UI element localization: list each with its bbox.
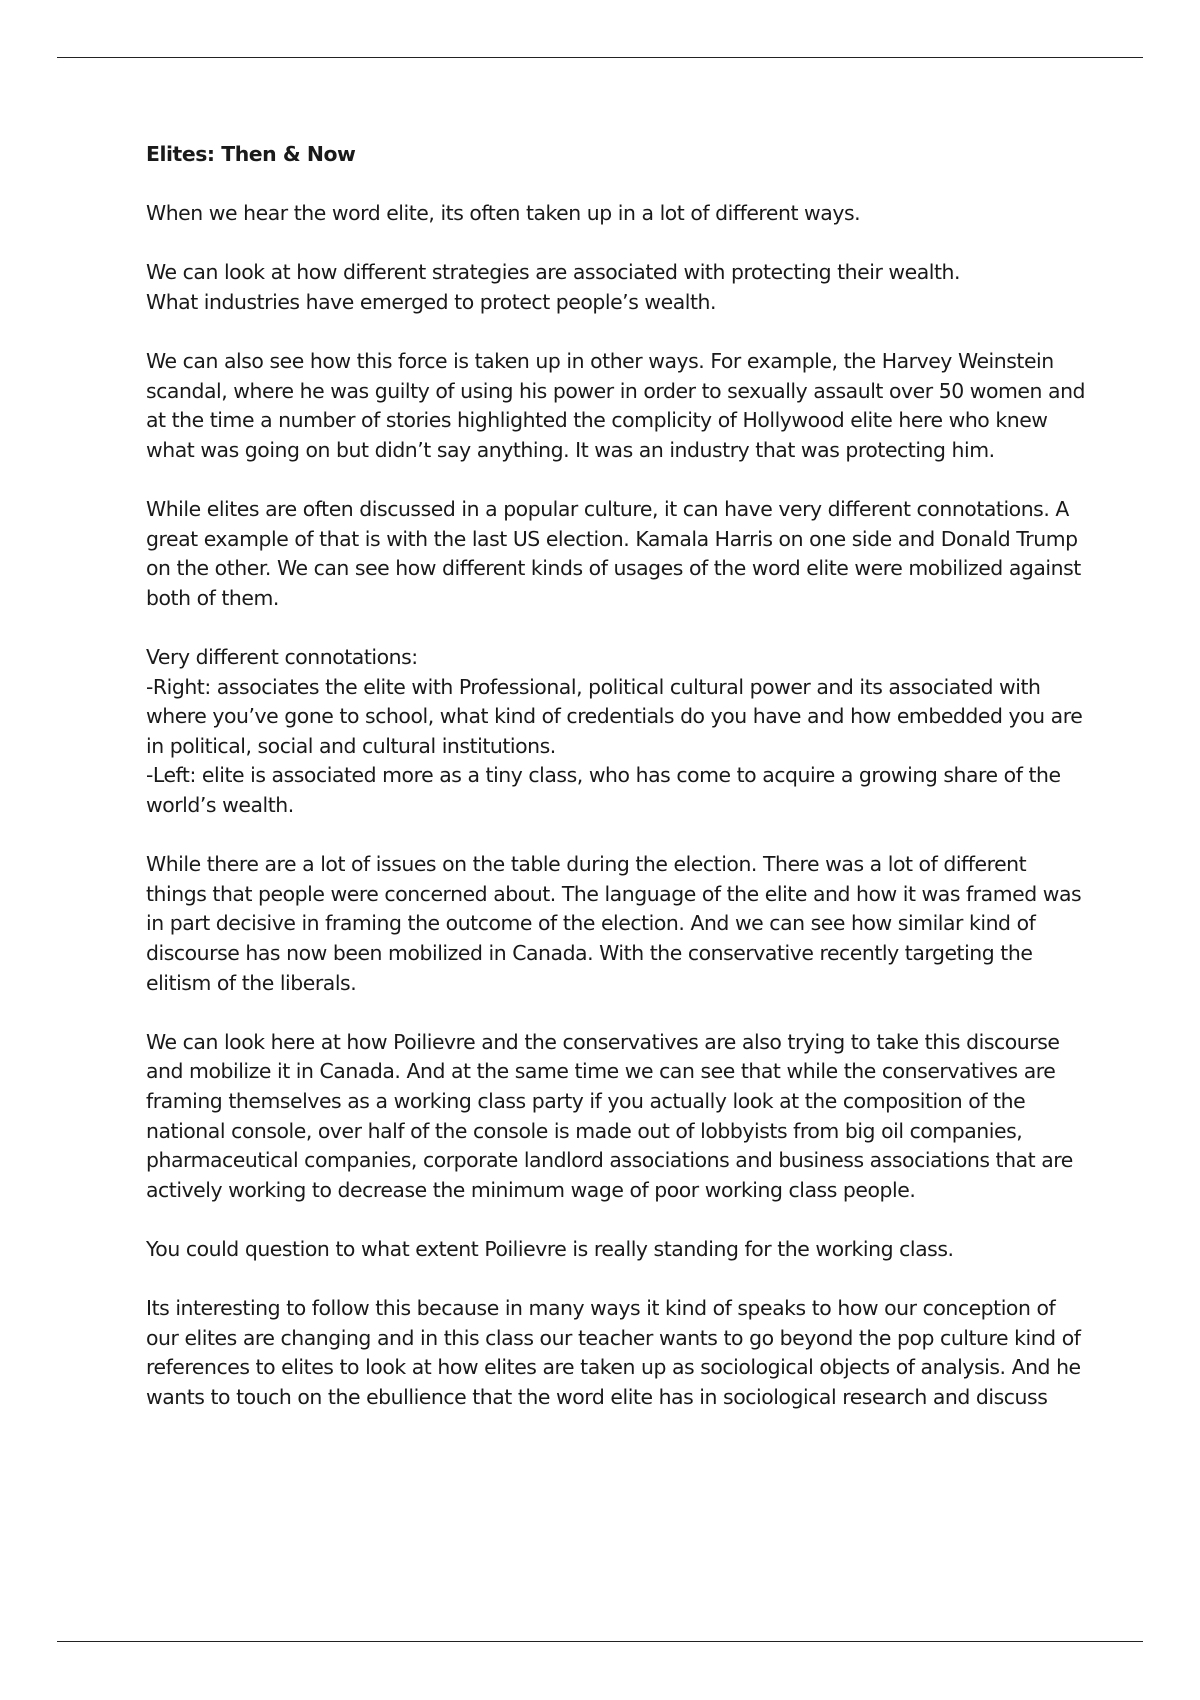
paragraph-line: world’s wealth. xyxy=(146,793,294,818)
paragraph-line: When we hear the word elite, its often taken up in a lot of different ways. xyxy=(146,201,861,226)
paragraph-line: things that people were concerned about. The language of the elite and how it was framed was xyxy=(146,881,1082,906)
paragraph-line: We can also see how this force is taken up in other ways. For example, the Harvey Weinstein xyxy=(146,349,1054,374)
paragraph-list xyxy=(146,199,1096,1412)
paragraph-line: both of them. xyxy=(146,585,279,610)
paragraph-line: -Right: associates the elite with Professional, political cultural power and its associated with xyxy=(146,674,1041,699)
footer-rule xyxy=(57,1641,1143,1642)
paragraph xyxy=(146,1294,1096,1412)
paragraph-line: on the other. We can see how different kinds of usages of the word elite were mobilized against xyxy=(146,556,1081,581)
paragraph-line: We can look at how different strategies are associated with protecting their wealth. xyxy=(146,260,961,285)
header-rule xyxy=(57,57,1143,58)
paragraph-line: Very different connotations: xyxy=(146,645,418,670)
paragraph-line: -Left: elite is associated more as a tiny class, who has come to acquire a growing share of the xyxy=(146,763,1061,788)
paragraph-line: what was going on but didn’t say anything. It was an industry that was protecting him. xyxy=(146,437,995,462)
paragraph-line: at the time a number of stories highlighted the complicity of Hollywood elite here who knew xyxy=(146,408,1048,433)
paragraph xyxy=(146,347,1096,465)
paragraph xyxy=(146,199,1096,229)
paragraph-line: in political, social and cultural institutions. xyxy=(146,733,556,758)
paragraph-line: and mobilize it in Canada. And at the same time we can see that while the conservatives are xyxy=(146,1059,1056,1084)
paragraph-line: wants to touch on the ebullience that the word elite has in sociological research and discuss xyxy=(146,1384,1048,1409)
paragraph-line: You could question to what extent Poilievre is really standing for the working class. xyxy=(146,1236,954,1261)
paragraph-line: great example of that is with the last US election. Kamala Harris on one side and Donald Trump xyxy=(146,526,1078,551)
paragraph xyxy=(146,1028,1096,1206)
paragraph-line: What industries have emerged to protect people’s wealth. xyxy=(146,289,717,314)
paragraph xyxy=(146,643,1096,821)
paragraph xyxy=(146,258,1096,317)
paragraph-line: Its interesting to follow this because in many ways it kind of speaks to how our conception of xyxy=(146,1296,1056,1321)
paragraph-line: While elites are often discussed in a popular culture, it can have very different connotations. A xyxy=(146,497,1069,522)
paragraph-line: in part decisive in framing the outcome of the election. And we can see how similar kind of xyxy=(146,911,1036,936)
paragraph-line: While there are a lot of issues on the table during the election. There was a lot of different xyxy=(146,852,1027,877)
paragraph-line: elitism of the liberals. xyxy=(146,970,357,995)
paragraph-line: where you’ve gone to school, what kind of credentials do you have and how embedded you are xyxy=(146,704,1083,729)
paragraph xyxy=(146,850,1096,998)
paragraph-line: national console, over half of the console is made out of lobbyists from big oil companies, xyxy=(146,1118,1023,1143)
paragraph-line: discourse has now been mobilized in Canada. With the conservative recently targeting the xyxy=(146,941,1033,966)
paragraph-line: actively working to decrease the minimum wage of poor working class people. xyxy=(146,1177,916,1202)
paragraph-line: We can look here at how Poilievre and the conservatives are also trying to take this discourse xyxy=(146,1029,1060,1054)
document-title: Elites: Then & Now xyxy=(146,142,356,166)
paragraph-line: our elites are changing and in this class our teacher wants to go beyond the pop culture kind of xyxy=(146,1325,1081,1350)
paragraph-line: scandal, where he was guilty of using his power in order to sexually assault over 50 women and xyxy=(146,378,1086,403)
paragraph xyxy=(146,495,1096,613)
document-body xyxy=(146,140,1096,1442)
paragraph xyxy=(146,1235,1096,1265)
paragraph-line: framing themselves as a working class party if you actually look at the composition of the xyxy=(146,1089,1026,1113)
paragraph-line: pharmaceutical companies, corporate landlord associations and business associations that are xyxy=(146,1148,1073,1173)
paragraph-line: references to elites to look at how elites are taken up as sociological objects of analysis. And he xyxy=(146,1355,1081,1380)
